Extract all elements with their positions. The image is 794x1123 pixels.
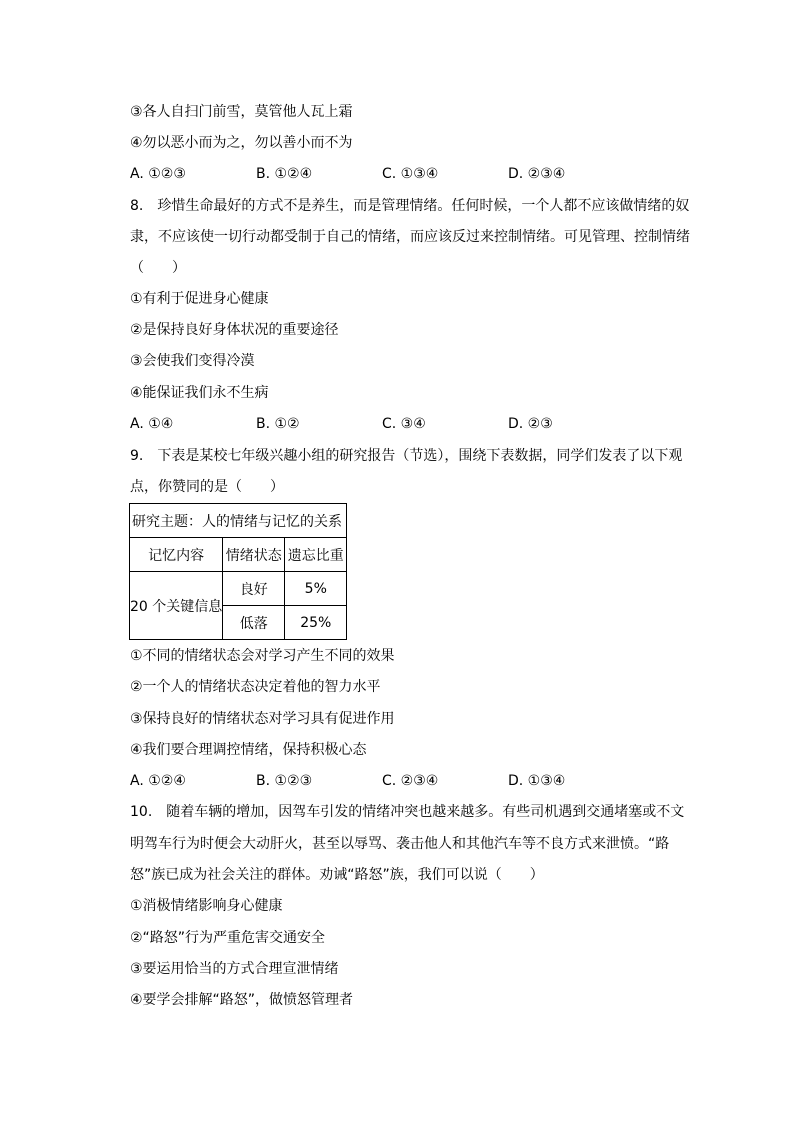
q7-choice-a: A. ①②③ xyxy=(130,166,186,182)
q9-option-4: ④我们要合理调控情绪，保持积极心态 xyxy=(130,742,367,758)
q9-stem-line-1: 9. 下表是某校七年级兴趣小组的研究报告（节选），围绕下表数据，同学们发表了以下观 xyxy=(130,448,683,464)
q9-option-3: ③保持良好的情绪状态对学习具有促进作用 xyxy=(130,711,395,727)
q8-choice-a: A. ①④ xyxy=(130,416,174,432)
q9-option-2: ②一个人的情绪状态决定着他的智力水平 xyxy=(130,679,381,695)
q7-option-4: ④勿以恶小而为之，勿以善小而不为 xyxy=(130,135,353,151)
q9-choice-a: A. ①②④ xyxy=(130,773,186,789)
q7-choice-c: C. ①③④ xyxy=(382,166,439,182)
q8-option-3: ③会使我们变得冷漠 xyxy=(130,353,255,369)
q7-choice-b: B. ①②④ xyxy=(256,166,313,182)
q8-choice-d: D. ②③ xyxy=(508,416,553,432)
research-table-state-1: 良好 xyxy=(223,572,285,606)
q9-choice-b: B. ①②③ xyxy=(256,773,313,789)
q9-choice-d: D. ①③④ xyxy=(508,773,566,789)
q10-option-1: ①消极情绪影响身心健康 xyxy=(130,898,283,914)
q7-choice-d: D. ②③④ xyxy=(508,166,566,182)
q8-option-4: ④能保证我们永不生病 xyxy=(130,385,269,401)
q10-option-2: ②“路怒”行为严重危害交通安全 xyxy=(130,930,326,946)
q8-choice-b: B. ①② xyxy=(256,416,300,432)
q9-option-1: ①不同的情绪状态会对学习产生不同的效果 xyxy=(130,648,395,664)
q8-stem-line-1: 8. 珍惜生命最好的方式不是养生，而是管理情绪。任何时候，一个人都不应该做情绪的奴 xyxy=(130,198,690,214)
q8-stem-line-3: （ ） xyxy=(130,260,186,276)
research-table-row-label: 20 个关键信息 xyxy=(130,572,223,640)
q10-option-3: ③要运用恰当的方式合理宣泄情绪 xyxy=(130,961,339,977)
q8-option-1: ①有利于促进身心健康 xyxy=(130,291,269,307)
research-table xyxy=(129,503,347,640)
research-table-header-content: 记忆内容 xyxy=(130,538,223,572)
research-table-ratio-1: 5% xyxy=(285,572,347,606)
research-table-ratio-2: 25% xyxy=(285,606,347,640)
q8-option-2: ②是保持良好身体状况的重要途径 xyxy=(130,322,339,338)
q8-choice-c: C. ③④ xyxy=(382,416,426,432)
research-table-title: 研究主题：人的情绪与记忆的关系 xyxy=(130,504,347,538)
q7-option-3: ③各人自扫门前雪，莫管他人瓦上霜 xyxy=(130,104,353,120)
q9-stem-line-2: 点，你赞同的是（ ） xyxy=(130,479,284,495)
q8-stem-line-2: 隶，不应该使一切行动都受制于自己的情绪，而应该反过来控制情绪。可见管理、控制情绪 xyxy=(130,229,690,245)
research-table-header-state: 情绪状态 xyxy=(223,538,285,572)
research-table-state-2: 低落 xyxy=(223,606,285,640)
q10-option-4: ④要学会排解“路怒”，做愤怒管理者 xyxy=(130,992,354,1008)
q9-choice-c: C. ②③④ xyxy=(382,773,439,789)
q10-stem: 10. 随着车辆的增加，因驾车引发的情绪冲突也越来越多。有些司机遇到交通堵塞或不文明驾车行为时便会大动肝火，甚至以辱骂、袭击他人和其他汽车等不良方式来泄愤。“路怒”族已成为社会关注的群体。劝诫“路怒”族，我们可以说（ ） xyxy=(130,804,685,883)
research-table-header-ratio: 遗忘比重 xyxy=(285,538,347,572)
